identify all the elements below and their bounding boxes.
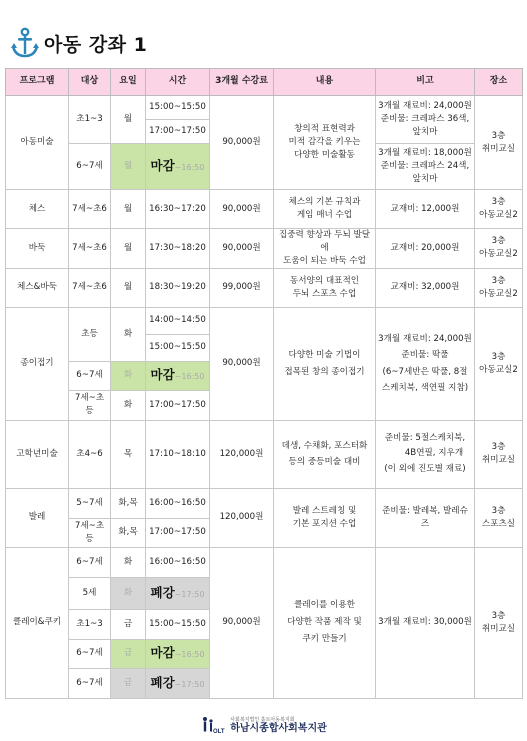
day-cell: 화 (111, 307, 146, 361)
content-cell (274, 420, 376, 488)
target-cell: 5~7세 (69, 488, 111, 518)
content-line: 체스의 기본 규칙과 (288, 197, 361, 208)
day-cell: 금 (111, 639, 146, 668)
table-row (6, 190, 523, 229)
org-subtitle: 사회복지법인 홀트아동복지회 (230, 716, 295, 723)
content-cell (274, 307, 376, 420)
column-header: 3개월 수강료 (210, 69, 274, 96)
content-line: 클레이를 이용한 (294, 599, 355, 610)
content-line: 기본 포지션 수업 (292, 518, 357, 529)
fee-cell: 90,000원 (210, 547, 274, 698)
content-line: 데생, 수채화, 포스터화 (281, 440, 368, 451)
place-floor: 3층 (491, 610, 506, 621)
page-header (10, 27, 147, 59)
note-line: 준비물: 딱풀 (401, 350, 449, 361)
note-cell: 교재비: 32,000원 (376, 268, 475, 307)
target-cell: 7세~초등 (69, 390, 111, 420)
content-cell (274, 488, 376, 547)
place-floor: 3층 (491, 236, 506, 247)
target-cell: 7세~초6 (69, 190, 111, 229)
day-cell: 월 (111, 190, 146, 229)
place-floor: 3층 (491, 275, 506, 286)
place-floor: 3층 (491, 442, 506, 453)
content-cell (274, 96, 376, 190)
place-floor: 3층 (491, 505, 506, 516)
note-line: 앞치마 (412, 173, 438, 184)
closed-badge: 마감 (150, 367, 175, 383)
closed-badge: 마감 (150, 645, 175, 661)
time-cell-closed (146, 144, 210, 190)
day-cell: 화 (111, 390, 146, 420)
fee-cell: 90,000원 (210, 190, 274, 229)
content-line: 도움이 되는 바둑 수업 (283, 255, 366, 266)
target-cell: 6~7세 (69, 547, 111, 577)
program-name: 고학년미술 (6, 420, 69, 488)
program-name: 체스&바둑 (6, 268, 69, 307)
day-cell: 월 (111, 144, 146, 190)
place-cell (475, 229, 523, 269)
column-header: 요일 (111, 69, 146, 96)
target-cell: 6~7세 (69, 144, 111, 190)
time-cell: 15:00~15:50 (146, 96, 210, 120)
content-cell (274, 229, 376, 269)
column-header: 프로그램 (6, 69, 69, 96)
day-cell: 월 (111, 268, 146, 307)
note-line: 3개월 재료비: 18,000원 (378, 148, 472, 159)
time-fragment: ~17:50 (174, 589, 205, 599)
fee-cell: 90,000원 (210, 96, 274, 190)
note-line: 3개월 재료비: 24,000원 (378, 334, 472, 345)
time-cell-cancelled (146, 577, 210, 609)
place-cell (475, 190, 523, 229)
note-line: 준비물: 크레파스 36색, (380, 114, 470, 125)
note-cell (376, 307, 475, 420)
fee-cell: 90,000원 (210, 307, 274, 420)
time-cell: 17:10~18:10 (146, 420, 210, 488)
note-line: (6~7세반은 딱풀, 8절 (382, 366, 468, 377)
note-cell: 3개월 재료비: 30,000원 (376, 547, 475, 698)
time-cell: 16:00~16:50 (146, 547, 210, 577)
org-name: 하남시종합사회복지관 (230, 723, 327, 735)
content-line: 접목된 창의 종이접기 (284, 366, 365, 377)
time-fragment: ~16:50 (174, 163, 205, 173)
target-cell: 6~7세 (69, 639, 111, 668)
note-cell: 교재비: 12,000원 (376, 190, 475, 229)
fee-cell: 120,000원 (210, 488, 274, 547)
note-line: 3개월 재료비: 24,000원 (378, 101, 472, 112)
time-cell: 17:30~18:20 (146, 229, 210, 269)
svg-text:OLT: OLT (213, 729, 225, 735)
time-cell: 16:00~16:50 (146, 488, 210, 518)
day-cell: 화 (111, 547, 146, 577)
time-cell: 18:30~19:20 (146, 268, 210, 307)
program-name: 아동미술 (6, 96, 69, 190)
time-cell-closed (146, 639, 210, 668)
content-cell (274, 190, 376, 229)
holt-logo-icon (200, 716, 226, 736)
day-cell: 화,목 (111, 488, 146, 518)
day-cell: 월 (111, 96, 146, 144)
cancelled-badge: 폐강 (150, 584, 175, 600)
place-cell (475, 268, 523, 307)
content-line: 미적 감각을 키우는 (288, 137, 361, 148)
note-line: 앞치마 (412, 126, 438, 137)
note-line: 준비물: 5절스케치북, (384, 432, 466, 443)
note-line: 준비물: 크레파스 24색, (380, 161, 470, 172)
time-cell: 17:00~17:50 (146, 518, 210, 547)
content-line: 창의적 표현력과 (294, 124, 355, 135)
place-room: 아동교실2 (479, 210, 518, 220)
content-line: 집중력 향상과 두뇌 발달에 (278, 230, 371, 253)
day-cell: 목 (111, 420, 146, 488)
table-row (6, 268, 523, 307)
place-room: 스포츠실 (481, 518, 516, 529)
column-header: 비고 (376, 69, 475, 96)
day-cell: 화 (111, 361, 146, 390)
column-header: 장소 (475, 69, 523, 96)
day-cell: 화 (111, 577, 146, 609)
content-line: 다양한 미술활동 (294, 149, 355, 160)
note-cell (376, 144, 475, 190)
target-cell: 초등 (69, 307, 111, 361)
course-table (5, 68, 523, 699)
time-cell: 15:00~15:50 (146, 609, 210, 639)
program-name: 발레 (6, 488, 69, 547)
table-row (6, 307, 523, 334)
place-room: 취미교실 (481, 455, 516, 466)
target-cell: 7세~초등 (69, 518, 111, 547)
time-cell-closed (146, 361, 210, 390)
fee-cell: 99,000원 (210, 268, 274, 307)
fee-cell: 90,000원 (210, 229, 274, 269)
target-cell: 5세 (69, 577, 111, 609)
fee-cell: 120,000원 (210, 420, 274, 488)
target-cell: 6~7세 (69, 668, 111, 698)
content-line: 다양한 미술 기법이 (288, 350, 361, 361)
time-cell: 16:30~17:20 (146, 190, 210, 229)
place-cell (475, 488, 523, 547)
content-line: 등의 중등미술 대비 (288, 457, 361, 468)
time-cell: 17:00~17:50 (146, 390, 210, 420)
place-room: 아동교실2 (479, 364, 518, 375)
place-cell (475, 420, 523, 488)
note-cell (376, 96, 475, 144)
time-fragment: ~16:50 (174, 650, 205, 660)
place-room: 취미교실 (481, 143, 516, 154)
program-name: 체스 (6, 190, 69, 229)
note-line: 4B연필, 지우개 (404, 448, 464, 459)
content-line: 발레 스트레칭 및 (292, 505, 357, 516)
table-row (6, 420, 523, 488)
program-name: 종이접기 (6, 307, 69, 420)
note-line: (이 외에 진도별 재료) (384, 463, 466, 474)
day-cell: 금 (111, 609, 146, 639)
content-line: 쿠키 만들기 (302, 634, 347, 645)
note-line: 스케치북, 색연필 지참) (381, 383, 469, 393)
time-cell-cancelled (146, 668, 210, 698)
target-cell: 7세~초6 (69, 229, 111, 269)
place-room: 취미교실 (481, 623, 516, 634)
day-cell: 금 (111, 668, 146, 698)
program-name: 클레이&쿠키 (6, 547, 69, 698)
target-cell: 7세~초6 (69, 268, 111, 307)
table-row (6, 96, 523, 120)
place-floor: 3층 (491, 130, 506, 141)
content-line: 다양한 작품 제작 및 (287, 617, 362, 628)
time-cell: 14:00~14:50 (146, 307, 210, 334)
place-room: 아동교실2 (479, 288, 518, 299)
anchor-icon (10, 27, 40, 59)
place-room: 아동교실2 (479, 249, 518, 260)
content-line: 두뇌 스포츠 수업 (292, 288, 357, 299)
table-row (6, 229, 523, 269)
note-cell: 준비물: 발레복, 발레슈즈 (376, 488, 475, 547)
time-fragment: ~16:50 (174, 372, 205, 382)
place-floor: 3층 (491, 351, 506, 362)
footer (0, 716, 527, 736)
place-cell (475, 307, 523, 420)
page-title: 아동 강좌 1 (44, 33, 148, 56)
day-cell: 화,목 (111, 518, 146, 547)
content-cell (274, 547, 376, 698)
target-cell: 초1~3 (69, 96, 111, 144)
column-header: 내용 (274, 69, 376, 96)
program-name: 바둑 (6, 229, 69, 269)
target-cell: 초4~6 (69, 420, 111, 488)
content-line: 게임 매너 수업 (296, 210, 353, 220)
note-cell: 교재비: 20,000원 (376, 229, 475, 269)
table-row (6, 488, 523, 518)
org-logo (200, 716, 327, 736)
column-header: 시간 (146, 69, 210, 96)
place-floor: 3층 (491, 197, 506, 208)
day-cell: 월 (111, 229, 146, 269)
table-row (6, 547, 523, 577)
content-line: 동서양의 대표적인 (289, 275, 360, 286)
note-cell (376, 420, 475, 488)
place-cell (475, 96, 523, 190)
place-cell (475, 547, 523, 698)
time-fragment: ~17:50 (174, 679, 205, 689)
target-cell: 초1~3 (69, 609, 111, 639)
column-header: 대상 (69, 69, 111, 96)
target-cell: 6~7세 (69, 361, 111, 390)
content-cell (274, 268, 376, 307)
time-cell: 15:00~15:50 (146, 334, 210, 361)
closed-badge: 마감 (150, 158, 175, 174)
table-header-row (6, 69, 523, 96)
time-cell: 17:00~17:50 (146, 120, 210, 144)
cancelled-badge: 폐강 (150, 674, 175, 690)
